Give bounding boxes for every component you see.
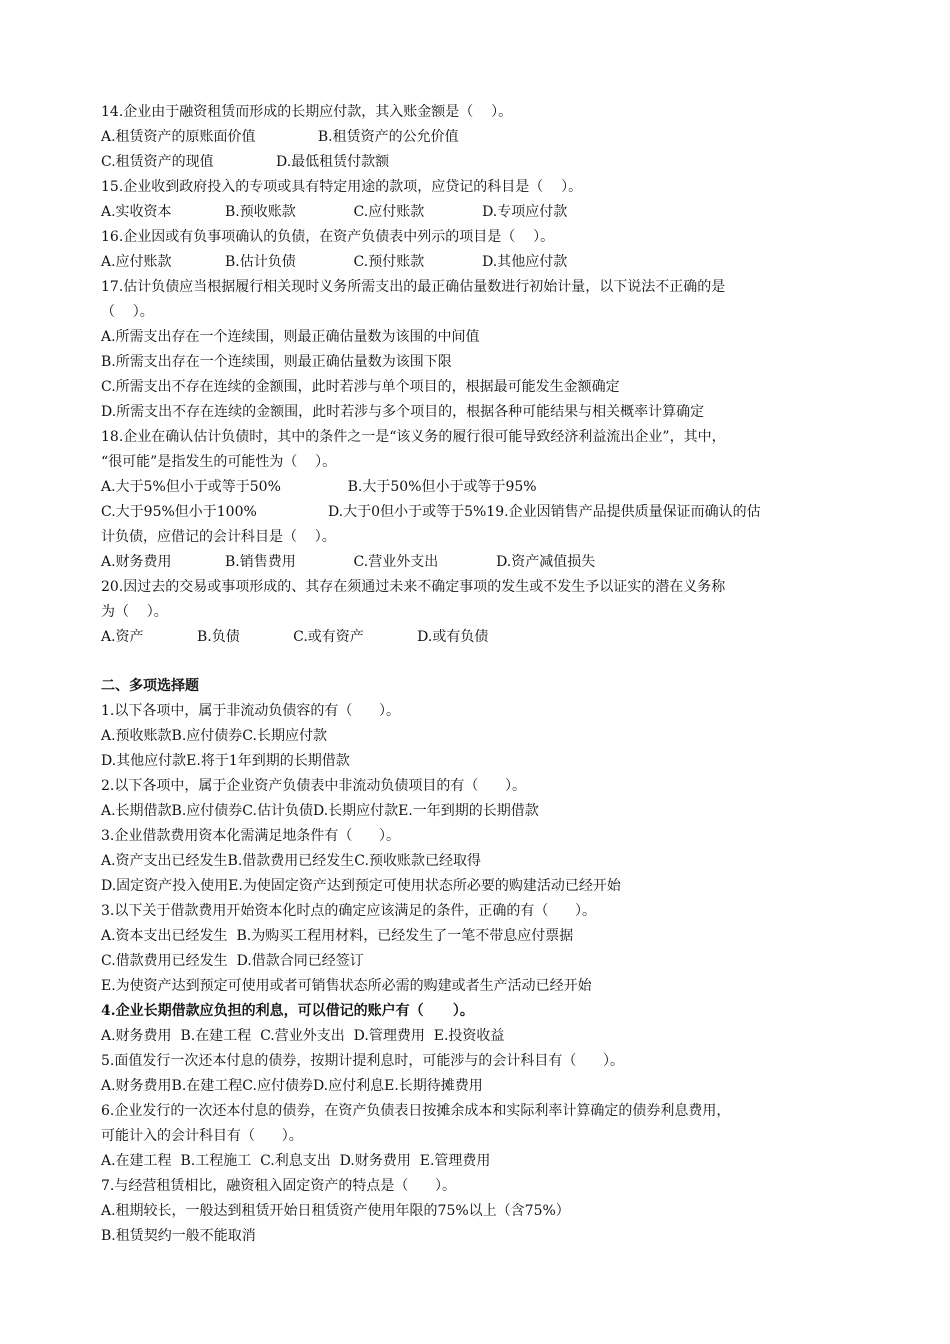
multi-question-5-options: A.财务费用B.在建工程C.应付债券D.应付利息E.长期待摊费用 xyxy=(101,1078,483,1094)
question-19-options: A.财务费用 B.销售费用 C.营业外支出 D.资产减值损失 xyxy=(101,554,596,570)
question-17-option-c: C.所需支出不存在连续的金额围，此时若涉与单个项目的，根据最可能发生金额确定 xyxy=(101,379,620,395)
question-17-continued: （ ）。 xyxy=(101,304,154,320)
question-18-options-cd: C.大于95%但小于100% D.大于0但小于或等于5%19.企业因销售产品提供质量保证而确认的估 xyxy=(101,504,761,520)
multi-question-3-options-de: D.固定资产投入使用E.为使固定资产达到预定可使用状态所必要的购建活动已经开始 xyxy=(101,878,621,894)
multi-question-3b-options-ab: A.资本支出已经发生 B.为购买工程用材料，已经发生了一笔不带息应付票据 xyxy=(101,928,574,944)
question-14-options-cd: C.租赁资产的现值 D.最低租赁付款额 xyxy=(101,154,390,170)
multi-question-4-options: A.财务费用 B.在建工程 C.营业外支出 D.管理费用 E.投资收益 xyxy=(101,1028,505,1044)
multi-question-7: 7.与经营租赁相比，融资租入固定资产的特点是（ ）。 xyxy=(101,1178,457,1194)
multi-question-3b-option-e: E.为使资产达到预定可使用或者可销售状态所必需的购建或者生产活动已经开始 xyxy=(101,978,592,994)
multi-question-7-option-b: B.租赁契约一般不能取消 xyxy=(101,1228,256,1244)
multi-question-6-options: A.在建工程 B.工程施工 C.利息支出 D.财务费用 E.管理费用 xyxy=(101,1153,491,1169)
multi-question-3b: 3.以下关于借款费用开始资本化时点的确定应该满足的条件，正确的有（ ）。 xyxy=(101,903,597,919)
question-14-options-ab: A.租赁资产的原账面价值 B.租赁资产的公允价值 xyxy=(101,129,459,145)
question-20: 20.因过去的交易或事项形成的、其存在须通过未来不确定事项的发生或不发生予以证实的潜在义务称 xyxy=(101,579,726,595)
question-17-option-a: A.所需支出存在一个连续围，则最正确估量数为该围的中间值 xyxy=(101,329,480,345)
question-17: 17.估计负债应当根据履行相关现时义务所需支出的最正确估量数进行初始计量，以下说法不正确的是 xyxy=(101,279,726,295)
question-14: 14.企业由于融资租赁而形成的长期应付款，其入账金额是（ ）。 xyxy=(101,104,513,120)
multi-question-3: 3.企业借款费用资本化需满足地条件有（ ）。 xyxy=(101,828,401,844)
multi-question-4: 4.企业长期借款应负担的利息，可以借记的账户有（ ）。 xyxy=(101,1003,474,1019)
question-15: 15.企业收到政府投入的专项或具有特定用途的款项，应贷记的科目是（ ）。 xyxy=(101,179,583,195)
multi-question-5: 5.面值发行一次还本付息的债券，按期计提利息时，可能涉与的会计科目有（ ）。 xyxy=(101,1053,625,1069)
question-16: 16.企业因或有负事项确认的负债，在资产负债表中列示的项目是（ ）。 xyxy=(101,229,555,245)
multi-question-6: 6.企业发行的一次还本付息的债券，在资产负债表日按摊余成本和实际利率计算确定的债券利息费用， xyxy=(101,1103,731,1119)
multi-question-2: 2.以下各项中，属于企业资产负债表中非流动负债项目的有（ ）。 xyxy=(101,778,527,794)
multi-question-1-options-abc: A.预收账款B.应付债券C.长期应付款 xyxy=(101,728,327,744)
section-title-multiple-choice: 二、多项选择题 xyxy=(101,678,199,694)
multi-question-3b-options-cd: C.借款费用已经发生 D.借款合同已经签订 xyxy=(101,953,364,969)
question-18-options-ab: A.大于5%但小于或等于50% B.大于50%但小于或等于95% xyxy=(101,479,537,495)
multi-question-3-options-abc: A.资产支出已经发生B.借款费用已经发生C.预收账款已经取得 xyxy=(101,853,481,869)
multi-question-7-option-a: A.租期较长，一般达到租赁开始日租赁资产使用年限的75%以上（含75%） xyxy=(101,1203,570,1219)
question-18-continued: “很可能”是指发生的可能性为（ ）。 xyxy=(101,454,337,470)
question-18: 18.企业在确认估计负债时，其中的条件之一是“该义务的履行很可能导致经济利益流出企业”，其中， xyxy=(101,429,726,445)
question-17-option-b: B.所需支出存在一个连续围，则最正确估量数为该围下限 xyxy=(101,354,452,370)
question-15-options: A.实收资本 B.预收账款 C.应付账款 D.专项应付款 xyxy=(101,204,568,220)
question-19-continued: 计负债，应借记的会计科目是（ ）。 xyxy=(101,529,336,545)
question-20-options: A.资产 B.负债 C.或有资产 D.或有负债 xyxy=(101,629,489,645)
multi-question-1: 1.以下各项中，属于非流动负债容的有（ ）。 xyxy=(101,703,401,719)
multi-question-6-continued: 可能计入的会计科目有（ ）。 xyxy=(101,1128,303,1144)
question-20-continued: 为（ ）。 xyxy=(101,604,168,620)
multi-question-1-options-de: D.其他应付款E.将于1年到期的长期借款 xyxy=(101,753,350,769)
multi-question-2-options: A.长期借款B.应付债券C.估计负债D.长期应付款E.一年到期的长期借款 xyxy=(101,803,539,819)
question-16-options: A.应付账款 B.估计负债 C.预付账款 D.其他应付款 xyxy=(101,254,568,270)
question-17-option-d: D.所需支出不存在连续的金额围，此时若涉与多个项目的，根据各种可能结果与相关概率计算确定 xyxy=(101,404,705,420)
